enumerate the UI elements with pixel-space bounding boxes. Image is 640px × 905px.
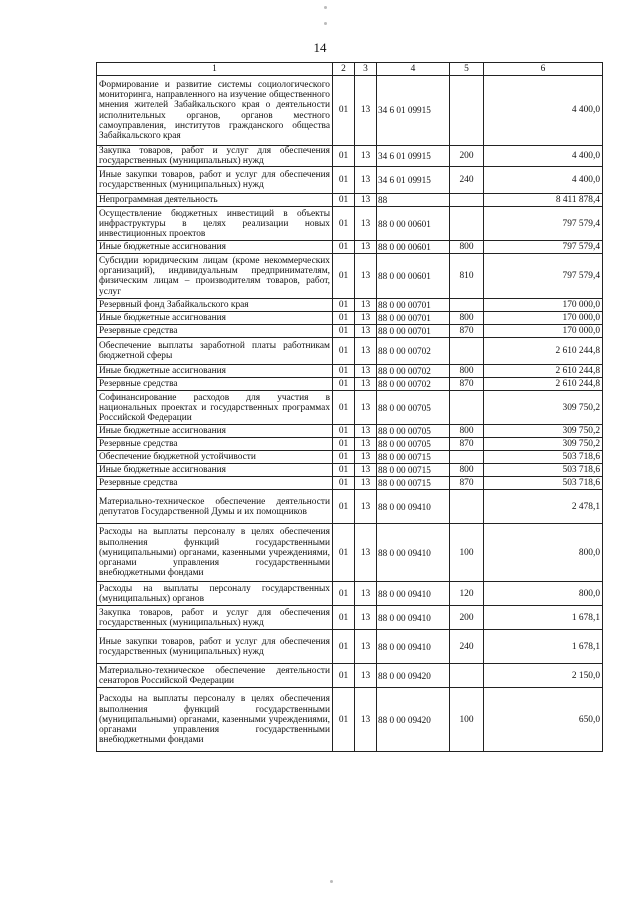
header-cell: 5 (450, 63, 484, 76)
row-description: Материально-техническое обеспечение деятельности сенаторов Российской Федерации (97, 664, 333, 688)
table-row (97, 490, 603, 524)
row-target-code: 34 6 01 09915 (377, 146, 450, 167)
row-description: Расходы на выплаты персоналу в целях обеспечения выполнения функций государственными (муниципальными) органами, казенными учреждениями, органами управления государственными внебюджетными фондами (97, 524, 333, 582)
row-target-code: 88 0 00 00702 (377, 378, 450, 391)
row-section: 01 (333, 254, 355, 299)
row-amount: 503 718,6 (484, 477, 603, 490)
row-amount: 797 579,4 (484, 254, 603, 299)
row-target-code: 88 0 00 00705 (377, 438, 450, 451)
row-expense-type (450, 76, 484, 146)
scan-speck (324, 22, 327, 25)
table-row (97, 241, 603, 254)
row-target-code: 88 0 00 09420 (377, 688, 450, 752)
row-target-code: 88 0 00 00705 (377, 425, 450, 438)
row-target-code: 88 0 00 09420 (377, 664, 450, 688)
table-row (97, 378, 603, 391)
row-subsection: 13 (355, 194, 377, 207)
row-subsection: 13 (355, 391, 377, 425)
table-row (97, 425, 603, 438)
row-description: Резервные средства (97, 438, 333, 451)
row-subsection: 13 (355, 378, 377, 391)
row-amount: 4 400,0 (484, 76, 603, 146)
row-expense-type: 100 (450, 524, 484, 582)
table-row (97, 167, 603, 194)
row-target-code: 88 0 00 09410 (377, 524, 450, 582)
row-section: 01 (333, 438, 355, 451)
row-section: 01 (333, 365, 355, 378)
row-description: Расходы на выплаты персоналу государственных (муниципальных) органов (97, 582, 333, 606)
row-section: 01 (333, 325, 355, 338)
row-subsection: 13 (355, 299, 377, 312)
row-subsection: 13 (355, 254, 377, 299)
row-target-code: 88 0 00 09410 (377, 606, 450, 630)
row-description: Материально-техническое обеспечение деятельности депутатов Государственной Думы и их помощников (97, 490, 333, 524)
row-amount: 309 750,2 (484, 425, 603, 438)
row-expense-type: 120 (450, 582, 484, 606)
row-description: Расходы на выплаты персоналу в целях обеспечения выполнения функций государственными (муниципальными) органами, казенными учреждениями, органами управления государственными внебюджетными фондами (97, 688, 333, 752)
table-row (97, 582, 603, 606)
row-target-code: 88 0 00 09410 (377, 630, 450, 664)
row-expense-type (450, 338, 484, 365)
row-subsection: 13 (355, 664, 377, 688)
row-subsection: 13 (355, 365, 377, 378)
row-expense-type (450, 207, 484, 241)
row-section: 01 (333, 630, 355, 664)
row-amount: 8 411 878,4 (484, 194, 603, 207)
row-target-code: 88 0 00 09410 (377, 582, 450, 606)
row-description: Формирование и развитие системы социологического мониторинга, направленного на изучение общественного мнения жителей Забайкальского края о деятельности исполнительных органов, органов местного самоуправления, институтов гражданского общества Забайкальского края (97, 76, 333, 146)
row-description: Иные бюджетные ассигнования (97, 241, 333, 254)
header-cell: 1 (97, 63, 333, 76)
row-amount: 309 750,2 (484, 438, 603, 451)
table-row (97, 464, 603, 477)
row-subsection: 13 (355, 451, 377, 464)
row-subsection: 13 (355, 464, 377, 477)
row-subsection: 13 (355, 425, 377, 438)
row-amount: 800,0 (484, 524, 603, 582)
row-subsection: 13 (355, 325, 377, 338)
row-section: 01 (333, 490, 355, 524)
row-expense-type: 800 (450, 312, 484, 325)
row-expense-type: 870 (450, 438, 484, 451)
row-amount: 2 610 244,8 (484, 378, 603, 391)
table-row (97, 438, 603, 451)
row-description: Резервный фонд Забайкальского края (97, 299, 333, 312)
table-row (97, 664, 603, 688)
row-target-code: 88 0 00 00601 (377, 241, 450, 254)
row-description: Резервные средства (97, 378, 333, 391)
row-subsection: 13 (355, 477, 377, 490)
row-amount: 1 678,1 (484, 606, 603, 630)
table-row (97, 524, 603, 582)
row-section: 01 (333, 606, 355, 630)
row-section: 01 (333, 464, 355, 477)
row-amount: 503 718,6 (484, 451, 603, 464)
row-target-code: 88 0 00 00715 (377, 451, 450, 464)
row-target-code: 88 0 00 00601 (377, 254, 450, 299)
row-section: 01 (333, 524, 355, 582)
row-section: 01 (333, 241, 355, 254)
row-target-code: 88 0 00 00702 (377, 338, 450, 365)
row-target-code: 88 0 00 00705 (377, 391, 450, 425)
row-expense-type: 100 (450, 688, 484, 752)
table-row (97, 365, 603, 378)
row-subsection: 13 (355, 490, 377, 524)
row-expense-type: 810 (450, 254, 484, 299)
row-amount: 2 150,0 (484, 664, 603, 688)
row-section: 01 (333, 338, 355, 365)
row-amount: 650,0 (484, 688, 603, 752)
row-amount: 170 000,0 (484, 299, 603, 312)
row-amount: 309 750,2 (484, 391, 603, 425)
row-expense-type: 200 (450, 606, 484, 630)
row-subsection: 13 (355, 438, 377, 451)
header-cell: 2 (333, 63, 355, 76)
row-target-code: 88 0 00 00702 (377, 365, 450, 378)
row-target-code: 34 6 01 09915 (377, 76, 450, 146)
row-amount: 4 400,0 (484, 167, 603, 194)
table-row (97, 207, 603, 241)
row-subsection: 13 (355, 146, 377, 167)
row-target-code: 88 0 00 00715 (377, 464, 450, 477)
row-subsection: 13 (355, 312, 377, 325)
row-expense-type (450, 664, 484, 688)
row-section: 01 (333, 167, 355, 194)
row-target-code: 88 0 00 00601 (377, 207, 450, 241)
row-description: Иные бюджетные ассигнования (97, 365, 333, 378)
row-expense-type: 870 (450, 477, 484, 490)
row-description: Иные закупки товаров, работ и услуг для обеспечения государственных (муниципальных) нужд (97, 167, 333, 194)
row-subsection: 13 (355, 76, 377, 146)
row-expense-type: 800 (450, 464, 484, 477)
row-subsection: 13 (355, 688, 377, 752)
table-row (97, 312, 603, 325)
row-section: 01 (333, 378, 355, 391)
row-expense-type: 870 (450, 378, 484, 391)
row-section: 01 (333, 146, 355, 167)
row-amount: 170 000,0 (484, 312, 603, 325)
table-row (97, 688, 603, 752)
row-target-code: 88 0 00 09410 (377, 490, 450, 524)
row-amount: 797 579,4 (484, 241, 603, 254)
header-cell: 6 (484, 63, 603, 76)
row-expense-type: 200 (450, 146, 484, 167)
table-row (97, 477, 603, 490)
row-description: Резервные средства (97, 477, 333, 490)
row-section: 01 (333, 582, 355, 606)
row-section: 01 (333, 425, 355, 438)
table-row (97, 254, 603, 299)
row-subsection: 13 (355, 606, 377, 630)
row-subsection: 13 (355, 241, 377, 254)
row-amount: 170 000,0 (484, 325, 603, 338)
table-row (97, 325, 603, 338)
row-target-code: 88 (377, 194, 450, 207)
row-subsection: 13 (355, 524, 377, 582)
row-amount: 800,0 (484, 582, 603, 606)
row-section: 01 (333, 451, 355, 464)
row-expense-type: 800 (450, 241, 484, 254)
budget-table (96, 62, 603, 752)
row-subsection: 13 (355, 338, 377, 365)
scan-speck (330, 880, 333, 883)
row-description: Иные бюджетные ассигнования (97, 425, 333, 438)
row-section: 01 (333, 312, 355, 325)
table-row (97, 451, 603, 464)
row-amount: 797 579,4 (484, 207, 603, 241)
row-expense-type (450, 490, 484, 524)
row-amount: 2 478,1 (484, 490, 603, 524)
row-subsection: 13 (355, 207, 377, 241)
table-row (97, 194, 603, 207)
page-number: 14 (313, 40, 327, 55)
row-section: 01 (333, 664, 355, 688)
row-description: Иные бюджетные ассигнования (97, 312, 333, 325)
row-target-code: 88 0 00 00701 (377, 312, 450, 325)
table-row (97, 76, 603, 146)
row-amount: 1 678,1 (484, 630, 603, 664)
row-section: 01 (333, 207, 355, 241)
row-target-code: 88 0 00 00701 (377, 299, 450, 312)
table-header-row (97, 63, 603, 76)
row-expense-type: 240 (450, 630, 484, 664)
scan-speck (324, 6, 327, 9)
row-expense-type (450, 391, 484, 425)
row-amount: 503 718,6 (484, 464, 603, 477)
row-amount: 2 610 244,8 (484, 365, 603, 378)
table-row (97, 338, 603, 365)
row-section: 01 (333, 299, 355, 312)
table-row (97, 299, 603, 312)
table-row (97, 630, 603, 664)
row-subsection: 13 (355, 167, 377, 194)
row-description: Субсидии юридическим лицам (кроме некоммерческих организаций), индивидуальным предпринимателям, физическим лицам – производителям товаров, работ, услуг (97, 254, 333, 299)
header-cell: 3 (355, 63, 377, 76)
row-expense-type: 800 (450, 425, 484, 438)
row-description: Иные закупки товаров, работ и услуг для обеспечения государственных (муниципальных) нужд (97, 630, 333, 664)
row-section: 01 (333, 688, 355, 752)
row-expense-type: 800 (450, 365, 484, 378)
row-section: 01 (333, 76, 355, 146)
row-description: Софинансирование расходов для участия в национальных проектах и государственных программах Российской Федерации (97, 391, 333, 425)
row-target-code: 34 6 01 09915 (377, 167, 450, 194)
header-cell: 4 (377, 63, 450, 76)
row-description: Иные бюджетные ассигнования (97, 464, 333, 477)
row-amount: 2 610 244,8 (484, 338, 603, 365)
row-target-code: 88 0 00 00715 (377, 477, 450, 490)
table-row (97, 391, 603, 425)
row-expense-type (450, 299, 484, 312)
row-section: 01 (333, 391, 355, 425)
row-description: Непрограммная деятельность (97, 194, 333, 207)
row-amount: 4 400,0 (484, 146, 603, 167)
row-description: Закупка товаров, работ и услуг для обеспечения государственных (муниципальных) нужд (97, 606, 333, 630)
table-row (97, 146, 603, 167)
row-section: 01 (333, 477, 355, 490)
row-subsection: 13 (355, 582, 377, 606)
row-subsection: 13 (355, 630, 377, 664)
row-expense-type (450, 194, 484, 207)
row-description: Обеспечение выплаты заработной платы работникам бюджетной сферы (97, 338, 333, 365)
row-description: Осуществление бюджетных инвестиций в объекты инфраструктуры в целях реализации новых инвестиционных проектов (97, 207, 333, 241)
row-description: Обеспечение бюджетной устойчивости (97, 451, 333, 464)
row-section: 01 (333, 194, 355, 207)
row-expense-type: 240 (450, 167, 484, 194)
row-expense-type (450, 451, 484, 464)
row-expense-type: 870 (450, 325, 484, 338)
row-target-code: 88 0 00 00701 (377, 325, 450, 338)
row-description: Резервные средства (97, 325, 333, 338)
row-description: Закупка товаров, работ и услуг для обеспечения государственных (муниципальных) нужд (97, 146, 333, 167)
table-row (97, 606, 603, 630)
